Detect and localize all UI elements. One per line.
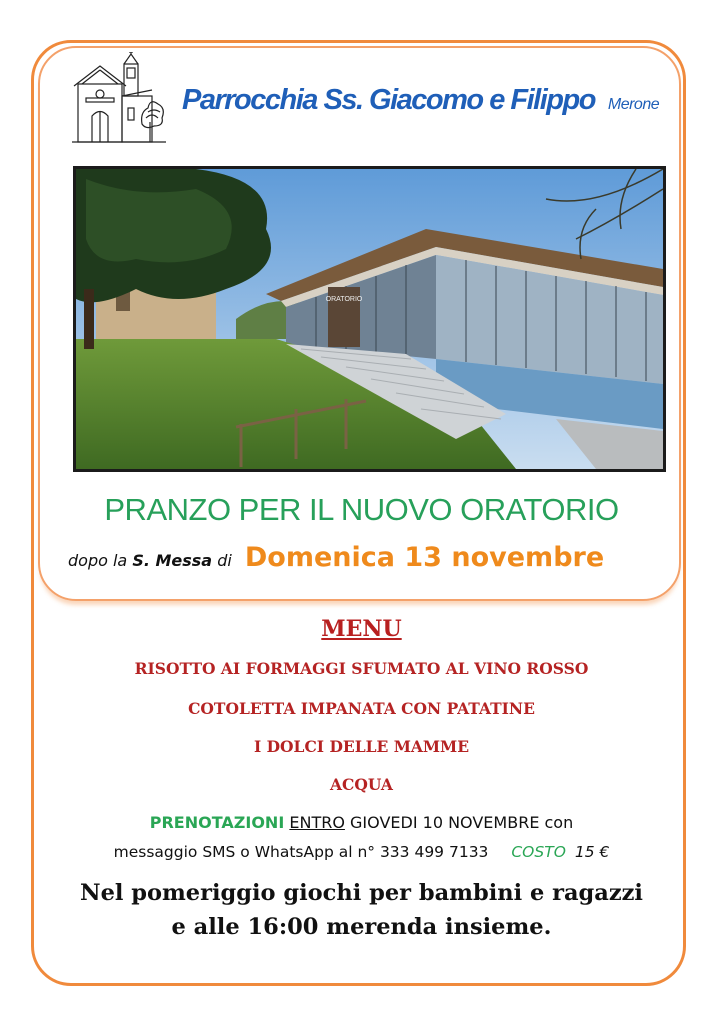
booking-deadline: GIOVEDI 10 NOVEMBRE con	[344, 813, 574, 832]
closing-line-2: e alle 16:00 merenda insieme.	[171, 914, 552, 940]
booking-line	[0, 813, 723, 832]
event-date: Domenica 13 novembre	[244, 542, 605, 573]
menu-item-cotoletta: COTOLETTA IMPANATA CON PATATINE	[188, 699, 535, 718]
menu-title: MENU	[321, 616, 402, 642]
parish-name: Parrocchia Ss. Giacomo e Filippo	[182, 84, 595, 116]
church-logo-icon	[70, 52, 168, 144]
cost-value: 15 €	[574, 843, 610, 861]
contact-line	[0, 843, 723, 861]
event-dateline	[68, 542, 668, 573]
parish-title	[182, 84, 662, 124]
booking-entro: ENTRO	[289, 813, 345, 832]
event-headline: PRANZO PER IL NUOVO ORATORIO	[104, 492, 619, 527]
date-prefix-1: dopo la	[68, 551, 133, 570]
parish-town: Merone	[607, 96, 660, 113]
date-prefix-bold: S. Messa	[132, 551, 213, 570]
booking-label: PRENOTAZIONI	[149, 813, 285, 832]
oratory-building-image	[76, 169, 663, 469]
cost-label: COSTO	[511, 843, 566, 861]
menu-item-acqua: ACQUA	[330, 775, 393, 794]
oratory-photo	[73, 166, 666, 472]
menu-item-dolci: I DOLCI DELLE MAMME	[253, 737, 470, 756]
booking-contact: messaggio SMS o WhatsApp al n° 333 499 7133	[113, 843, 489, 861]
date-prefix	[68, 551, 232, 570]
date-prefix-2: di	[212, 551, 232, 570]
oratory-sign: ORATORIO	[325, 296, 363, 303]
closing-line-1: Nel pomeriggio giochi per bambini e ragazzi	[80, 880, 643, 906]
menu-item-risotto: RISOTTO AI FORMAGGI SFUMATO AL VINO ROSSO	[134, 659, 589, 678]
